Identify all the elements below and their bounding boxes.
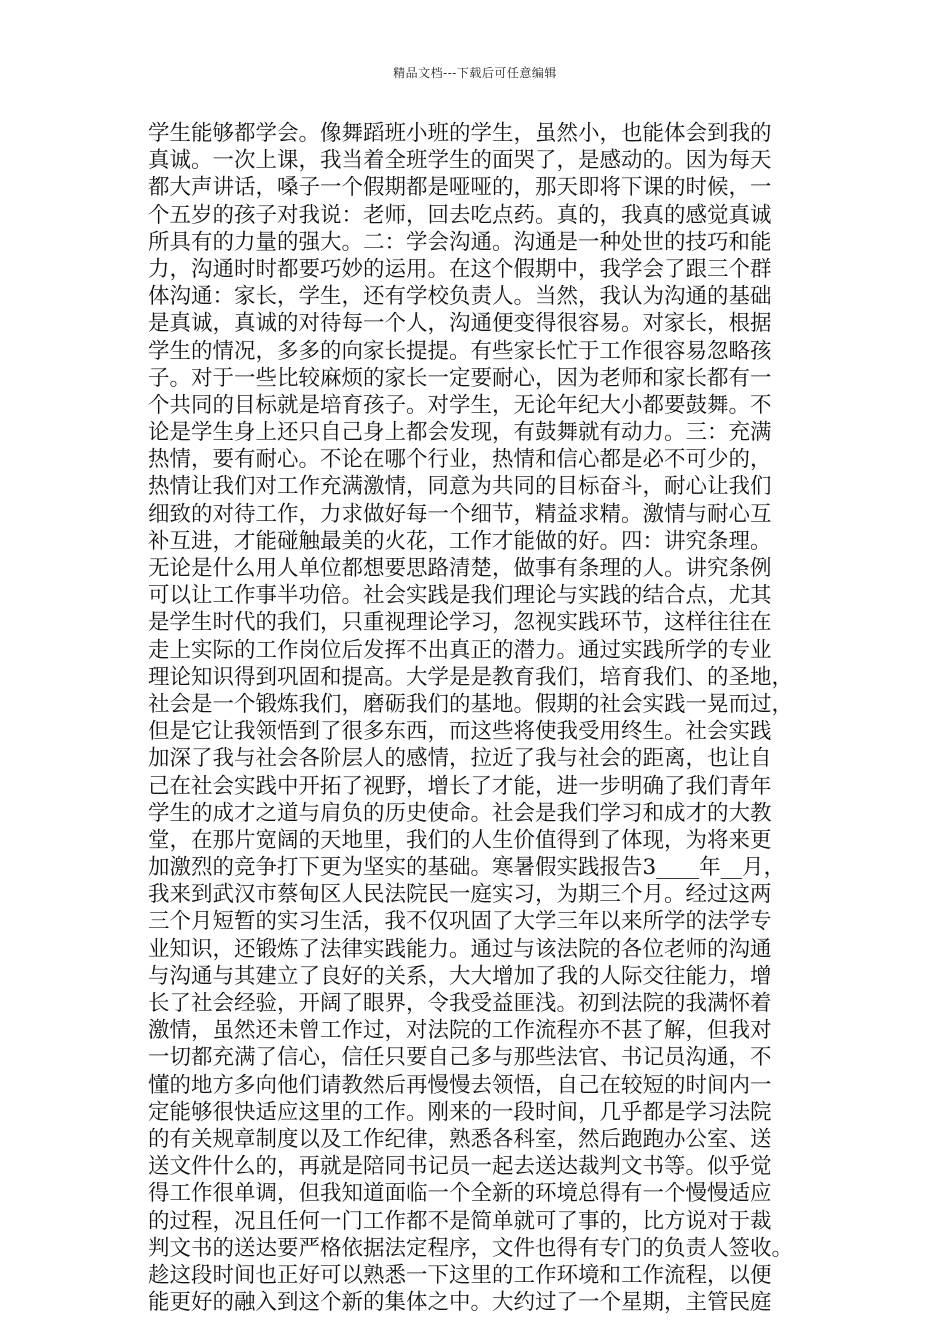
text-line: 判文书的送达要严格依据法定程序，文件也得有专门的负责人签收。 bbox=[148, 1235, 794, 1261]
text-line: 我来到武汉市蔡甸区人民法院民一庭实习，为期三个月。经过这两 bbox=[148, 882, 772, 908]
text-line: 定能够很快适应这里的工作。刚来的一段时间，几乎都是学习法院 bbox=[148, 1099, 772, 1125]
text-line: 激情，虽然还未曾工作过，对法院的工作流程亦不甚了解，但我对 bbox=[148, 1018, 772, 1044]
text-line: 补互进，才能碰触最美的火花，工作才能做的好。四：讲究条理。 bbox=[148, 528, 772, 554]
text-line: 子。对于一些比较麻烦的家长一定要耐心，因为老师和家长都有一 bbox=[148, 365, 772, 391]
text-line: 得工作很单调，但我知道面临一个全新的环境总得有一个慢慢适应 bbox=[148, 1181, 772, 1207]
text-line: 热情，要有耐心。不论在哪个行业，热情和信心都是必不可少的， bbox=[148, 447, 772, 473]
text-line: 三个月短暂的实习生活，我不仅巩固了大学三年以来所学的法学专 bbox=[148, 909, 772, 935]
text-line: 个五岁的孩子对我说：老师，回去吃点药。真的，我真的感觉真诚 bbox=[148, 202, 772, 228]
text-line: 热情让我们对工作充满激情，同意为共同的目标奋斗，耐心让我们 bbox=[148, 474, 772, 500]
text-line: 是学生时代的我们，只重视理论学习，忽视实践环节，这样往往在 bbox=[148, 610, 772, 636]
text-line: 细致的对待工作，力求做好每一个细节，精益求精。激情与耐心互 bbox=[148, 501, 772, 527]
text-line: 是真诚，真诚的对待每一个人，沟通便变得很容易。对家长，根据 bbox=[148, 311, 772, 337]
text-line: 体沟通：家长，学生，还有学校负责人。当然，我认为沟通的基础 bbox=[148, 284, 772, 310]
text-line: 所具有的力量的强大。二：学会沟通。沟通是一种处世的技巧和能 bbox=[148, 229, 772, 255]
text-line: 但是它让我领悟到了很多东西，而这些将使我受用终生。社会实践 bbox=[148, 719, 772, 745]
text-line: 力，沟通时时都要巧妙的运用。在这个假期中，我学会了跟三个群 bbox=[148, 256, 772, 282]
text-line: 都大声讲话，嗓子一个假期都是哑哑的，那天即将下课的时候，一 bbox=[148, 175, 772, 201]
text-line: 学生的成才之道与肩负的历史使命。社会是我们学习和成才的大教 bbox=[148, 800, 772, 826]
text-line: 个共同的目标就是培育孩子。对学生，无论年纪大小都要鼓舞。不 bbox=[148, 392, 772, 418]
text-line: 送文件什么的，再就是陪同书记员一起去送达裁判文书等。似乎觉 bbox=[148, 1154, 772, 1180]
text-line: 论是学生身上还只自己身上都会发现，有鼓舞就有动力。三：充满 bbox=[148, 420, 772, 446]
text-line: 能更好的融入到这个新的集体之中。大约过了一个星期，主管民庭 bbox=[148, 1290, 772, 1316]
text-line: 的有关规章制度以及工作纪律，熟悉各科室，然后跑跑办公室、送 bbox=[148, 1126, 772, 1152]
text-line: 趁这段时间也正好可以熟悉一下这里的工作环境和工作流程，以便 bbox=[148, 1262, 772, 1288]
body-text bbox=[148, 120, 808, 1316]
text-line: 堂，在那片宽阔的天地里，我们的人生价值得到了体现，为将来更 bbox=[148, 827, 772, 853]
text-line: 加深了我与社会各阶层人的感情，拉近了我与社会的距离，也让自 bbox=[148, 746, 772, 772]
page-header: 精品文档---下载后可任意编辑 bbox=[393, 66, 557, 80]
text-line: 可以让工作事半功倍。社会实践是我们理论与实践的结合点，尤其 bbox=[148, 583, 772, 609]
text-line: 懂的地方多向他们请教然后再慢慢去领悟，自己在较短的时间内一 bbox=[148, 1072, 772, 1098]
text-line: 走上实际的工作岗位后发挥不出真正的潜力。通过实践所学的专业 bbox=[148, 637, 772, 663]
text-line: 无论是什么用人单位都想要思路清楚，做事有条理的人。讲究条例 bbox=[148, 556, 772, 581]
text-line: 己在社会实践中开拓了视野，增长了才能，进一步明确了我们青年 bbox=[148, 773, 772, 799]
text-line: 加激烈的竞争打下更为坚实的基础。寒暑假实践报告3____年__月， bbox=[148, 855, 786, 881]
text-line: 长了社会经验，开阔了眼界，令我受益匪浅。初到法院的我满怀着 bbox=[148, 991, 772, 1016]
text-line: 社会是一个锻炼我们，磨砺我们的基地。假期的社会实践一晃而过， bbox=[148, 691, 794, 717]
text-line: 一切都充满了信心，信任只要自己多与那些法官、书记员沟通，不 bbox=[148, 1045, 772, 1071]
text-line: 的过程，况且任何一门工作都不是简单就可了事的，比方说对于裁 bbox=[148, 1208, 772, 1234]
text-line: 理论知识得到巩固和提高。大学是是教育我们，培育我们、的圣地， bbox=[148, 664, 794, 690]
text-line: 学生能够都学会。像舞蹈班小班的学生，虽然小，也能体会到我的 bbox=[148, 121, 772, 146]
text-line: 学生的情况，多多的向家长提提。有些家长忙于工作很容易忽略孩 bbox=[148, 338, 772, 364]
text-line: 业知识，还锻炼了法律实践能力。通过与该法院的各位老师的沟通 bbox=[148, 936, 772, 962]
text-line: 与沟通与其建立了良好的关系，大大增加了我的人际交往能力，增 bbox=[148, 963, 772, 989]
text-line: 真诚。一次上课，我当着全班学生的面哭了，是感动的。因为每天 bbox=[148, 148, 772, 174]
